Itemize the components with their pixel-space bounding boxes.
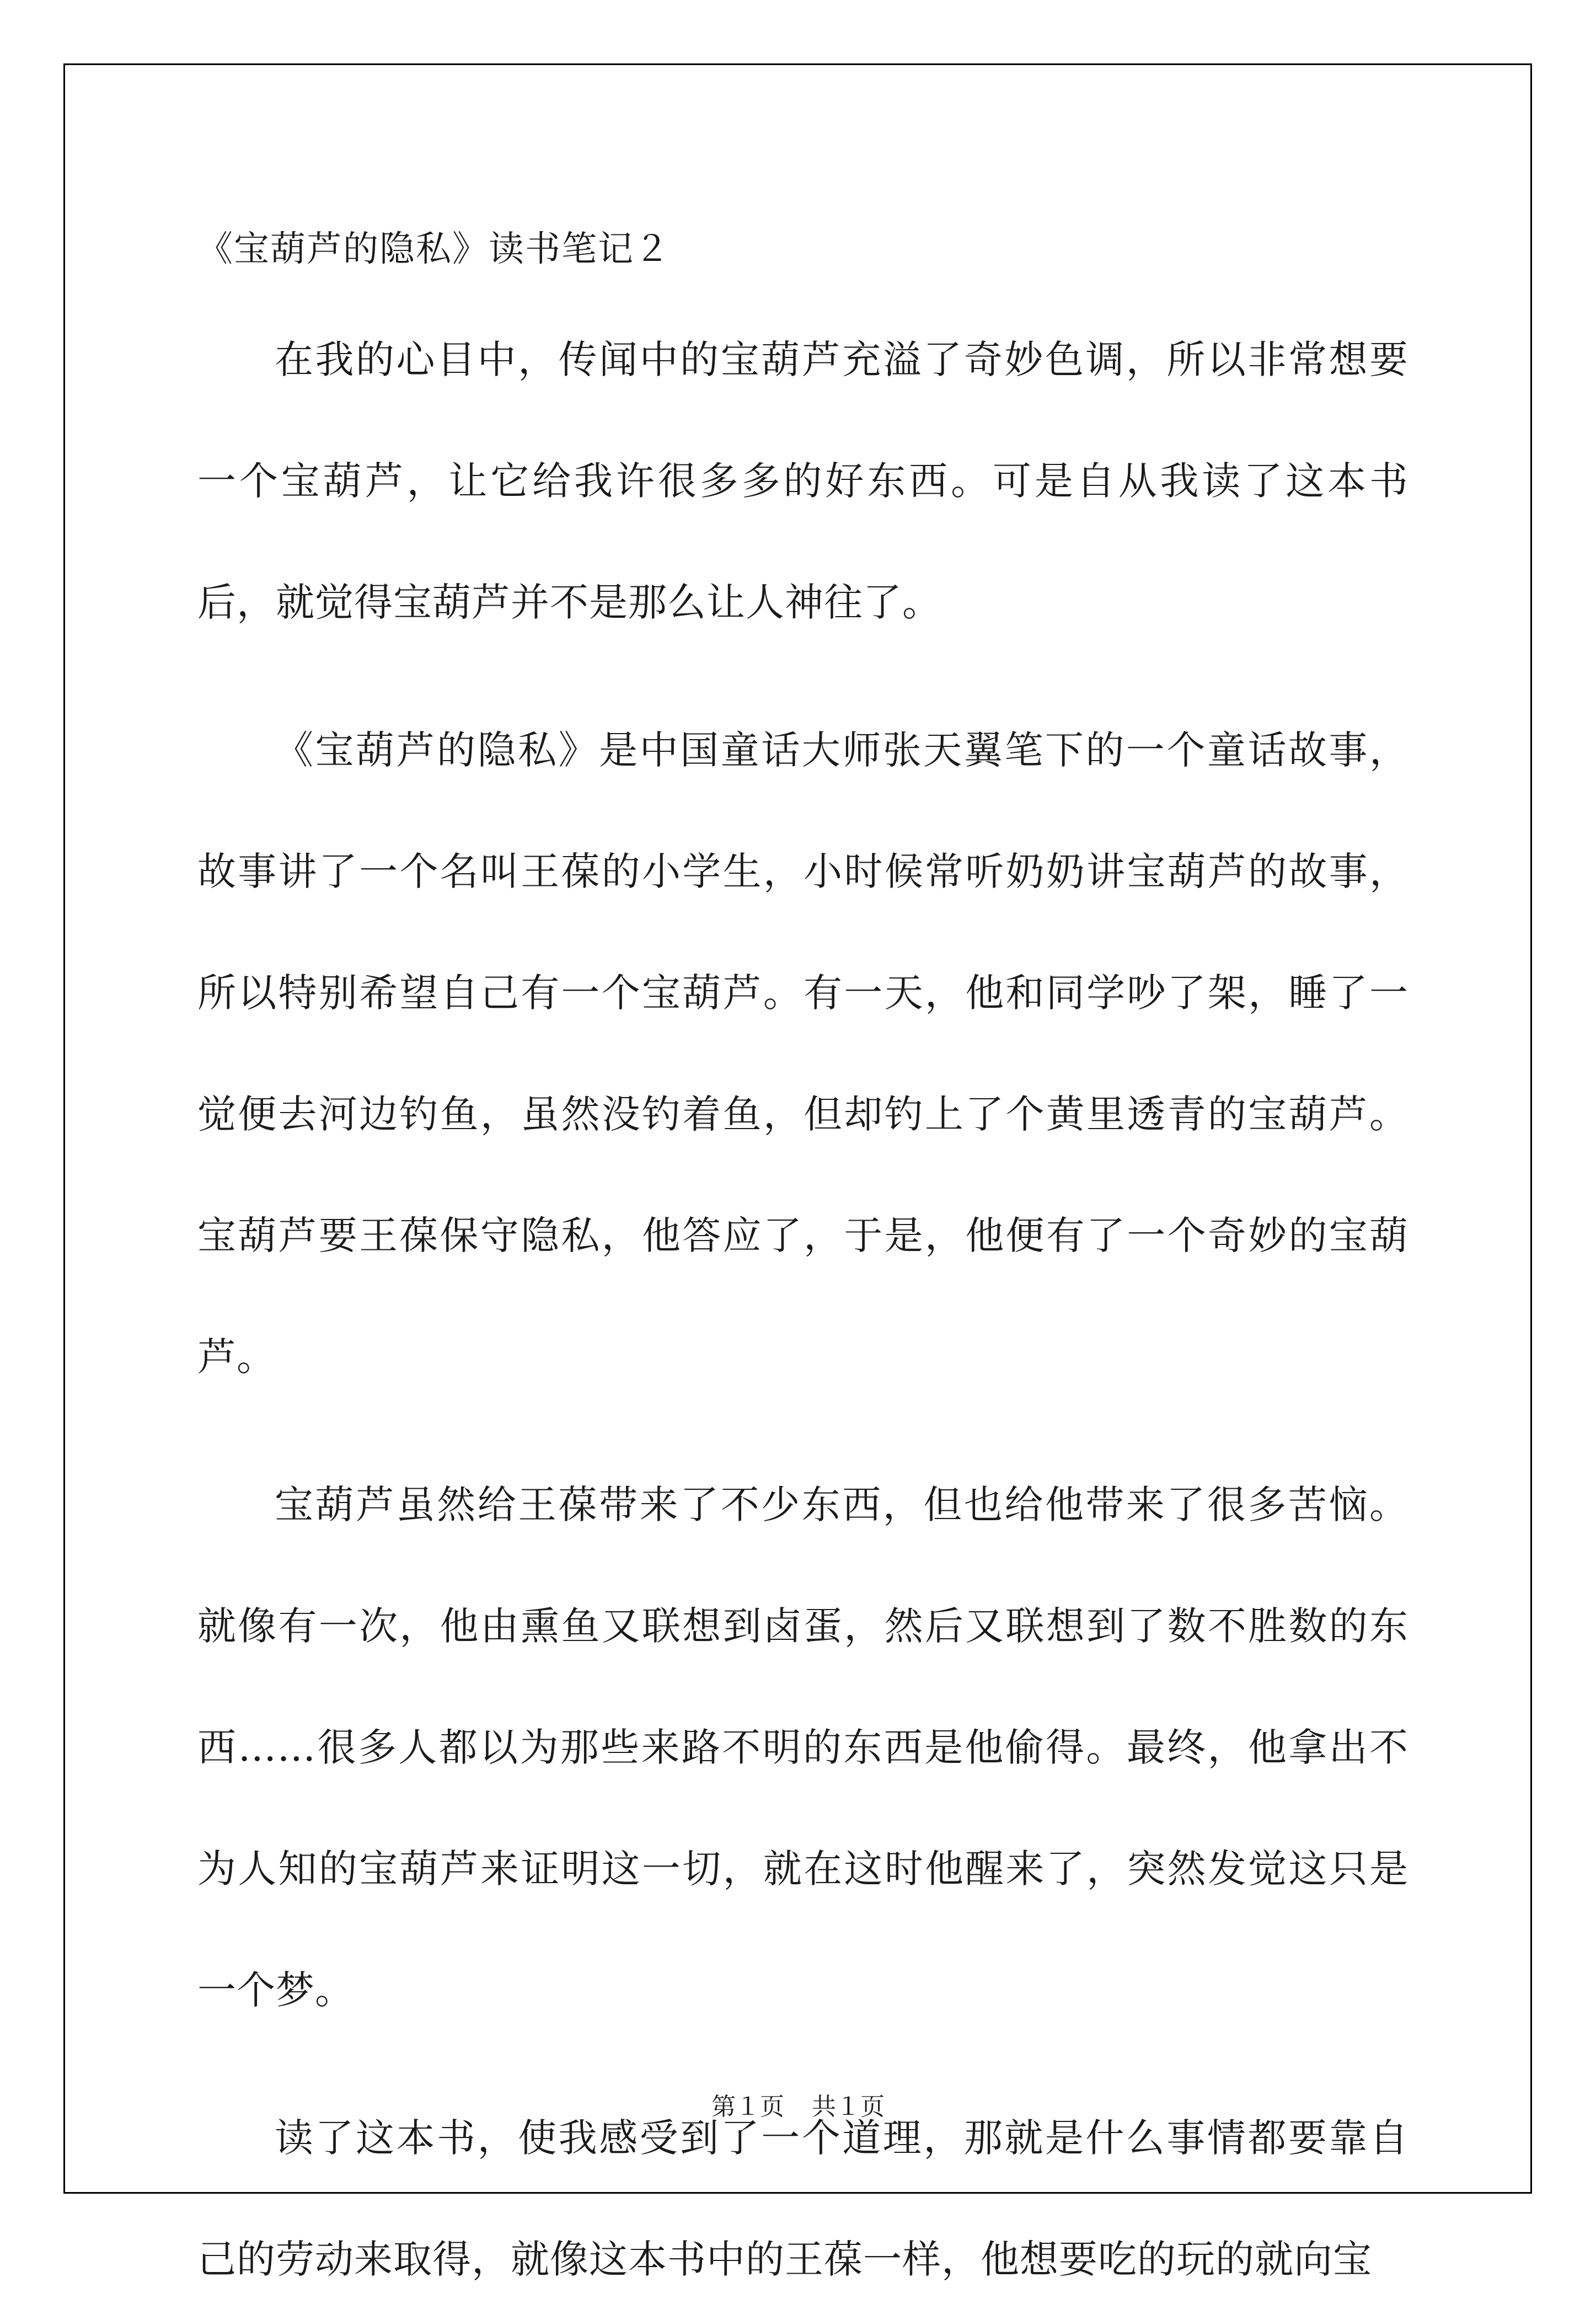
page-footer bbox=[0, 2091, 1596, 2124]
page-number: 第１页 bbox=[711, 2093, 784, 2121]
page-total: 共１页 bbox=[812, 2093, 885, 2121]
paragraph-3: 宝葫芦虽然给王葆带来了不少东西，但也给他带来了很多苦恼。就像有一次，他由熏鱼又联想到卤蛋，然后又联想到了数不胜数的东西……很多人都以为那些来路不明的东西是他偷得。最终，他拿出不为人知的宝葫芦来证明这一切，就在这时他醒来了，突然发觉这只是一个梦。 bbox=[197, 1482, 1408, 2013]
document-body bbox=[197, 216, 1408, 2320]
document-title: 《宝葫芦的隐私》读书笔记２ bbox=[197, 229, 671, 270]
paragraph-4: 读了这本书，使我感受到了一个道理，那就是什么事情都要靠自己的劳动来取得，就像这本书中的王葆一样，他想要吃的玩的就向宝 bbox=[197, 2115, 1408, 2282]
paragraph-2: 《宝葫芦的隐私》是中国童话大师张天翼笔下的一个童话故事，故事讲了一个名叫王葆的小学生，小时候常听奶奶讲宝葫芦的故事，所以特别希望自己有一个宝葫芦。有一天，他和同学吵了架，睡了一觉便去河边钓鱼，虽然没钓着鱼，但却钓上了个黄里透青的宝葫芦。宝葫芦要王葆保守隐私，他答应了，于是，他便有了一个奇妙的宝葫芦。 bbox=[197, 728, 1408, 1380]
paragraph-1: 在我的心目中，传闻中的宝葫芦充溢了奇妙色调，所以非常想要一个宝葫芦，让它给我许很多多的好东西。可是自从我读了这本书后，就觉得宝葫芦并不是那么让人神往了。 bbox=[197, 337, 1408, 625]
